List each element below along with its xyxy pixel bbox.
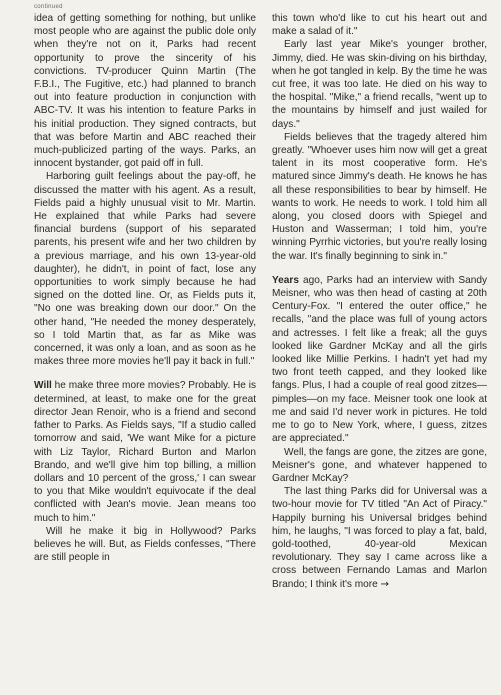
paragraph <box>34 12 256 170</box>
paragraph-text: Fields believes that the tragedy altered him greatly. "Whoever uses him now will get a great talent in its most cooperative form. He's matured since Jimmy's death. He knows he has all these responsibilities to bear by himself. He wants to work. He needs to work. I told him all along, you closed doors with Spiegel and Huston and Wasserman; I told him, you're winning Pyrrhic victories, but you're really losing the war. It's finally beginning to sink in." <box>272 131 487 262</box>
paragraph <box>272 274 487 446</box>
paragraph-text: The last thing Parks did for Universal was a two-hour movie for TV titled "An Act of Piracy." Happily burning his Universal bridges behind him, he laughs, "I was forced to play a fat, bald, gold-toothed, 40-year-old Mexican revolutionary. They say I came across like a cross between Fernando Lamas and Marlon Brando; I think it's more <box>272 486 487 590</box>
paragraph <box>272 38 487 130</box>
paragraph-text: ago, Parks had an interview with Sandy Meisner, who was then head of casting at 20th Century-Fox. "I entered the outer office," he recalls, "and the place was full of young actors and actresses. I felt like a freak; all the guys looked like Gardner McKay and all the girls looked like Millie Perkins. I hadn't yet had my two front teeth capped, and they looked like fangs. Plus, I had a couple of real good zitzes—pimples—on my face. Meisner took one look at me and said I'd never work in pictures. He told me to go to New York, where, I guess, zitzes are appreciated." <box>272 274 487 445</box>
left-column <box>34 12 256 564</box>
paragraph <box>272 12 487 38</box>
paragraph-text: idea of getting something for nothing, but unlike most people who are against the public dole only when they're not on it, Parks had recent opportunity to prove the sincerity of his convictions. TV-producer Quinn Martin (The F.B.I., The Fugitive, etc.) had planned to branch out into feature production in conjunction with ABC-TV. It was his intention to feature Parks in his initial production. They signed contracts, but that was before Martin and ABC reached their much-publicized parting of the ways. Parks, an innocent bystander, got paid off in full. <box>34 13 256 170</box>
paragraph-text: Early last year Mike's younger brother, Jimmy, died. He was skin-diving on his birthday, when he got tangled in kelp. By the time he was cut free, it was too late. He died on his way to the hospital. "Mike," a friend recalls, "went up to the mountains by himself and just wailed for days." <box>272 39 487 130</box>
paragraph-lead-word: Years <box>272 274 299 286</box>
paragraph-text: Will he make it big in Hollywood? Parks believes he will. But, as Fields confesses, "There are still people in <box>34 525 256 564</box>
paragraph-text: Well, the fangs are gone, the zitzes are gone, Meisner's gone, and whatever happened to Gardner McKay? <box>272 446 487 484</box>
continue-arrow-icon: → <box>380 578 389 590</box>
right-column <box>272 12 487 591</box>
paragraph <box>272 131 487 263</box>
paragraph-lead-word: Will <box>34 380 52 392</box>
paragraph <box>272 485 487 591</box>
paragraph <box>34 525 256 565</box>
paragraph-text: he make three more movies? Probably. He is determined, at least, to make one for the great director Jean Renoir, who is a friend and second father to Parks. As Fields says, "If a studio called tomorrow and said, 'We want Mike for a picture with Liz Taylor, Richard Burton and Marlon Brando, and we'll give him top billing, a million dollars and 10 percent of the gross,' I can swear to you that Mike wouldn't equivocate if the deal conflicted with Jean's movie. Jean means too much to him." <box>34 380 256 524</box>
paragraph <box>34 379 256 524</box>
paragraph-text: Harboring guilt feelings about the pay-off, he discussed the matter with his agent. As a result, Fields paid a highly unusual visit to Mr. Martin. He explained that while Parks had severe financial burdens (support of his separated parents, his present wife and her two children by a previous marriage, and his own 13-year-old daughter), he didn't, in point of fact, lose any opportunities to work simply because he had signed on the dotted line. Or, as Fields puts it, "No one was breaking down our door." On the other hand, "He needed the money desperately, so I told Martin that, as far as Mike was concerned, it was only a loan, and as soon as he makes three more movies he'll pay it back in full." <box>34 171 256 368</box>
paragraph <box>34 170 256 368</box>
continued-label: continued <box>34 4 63 10</box>
paragraph-text: this town who'd like to cut his heart out and make a salad of it." <box>272 13 487 38</box>
paragraph <box>272 446 487 486</box>
